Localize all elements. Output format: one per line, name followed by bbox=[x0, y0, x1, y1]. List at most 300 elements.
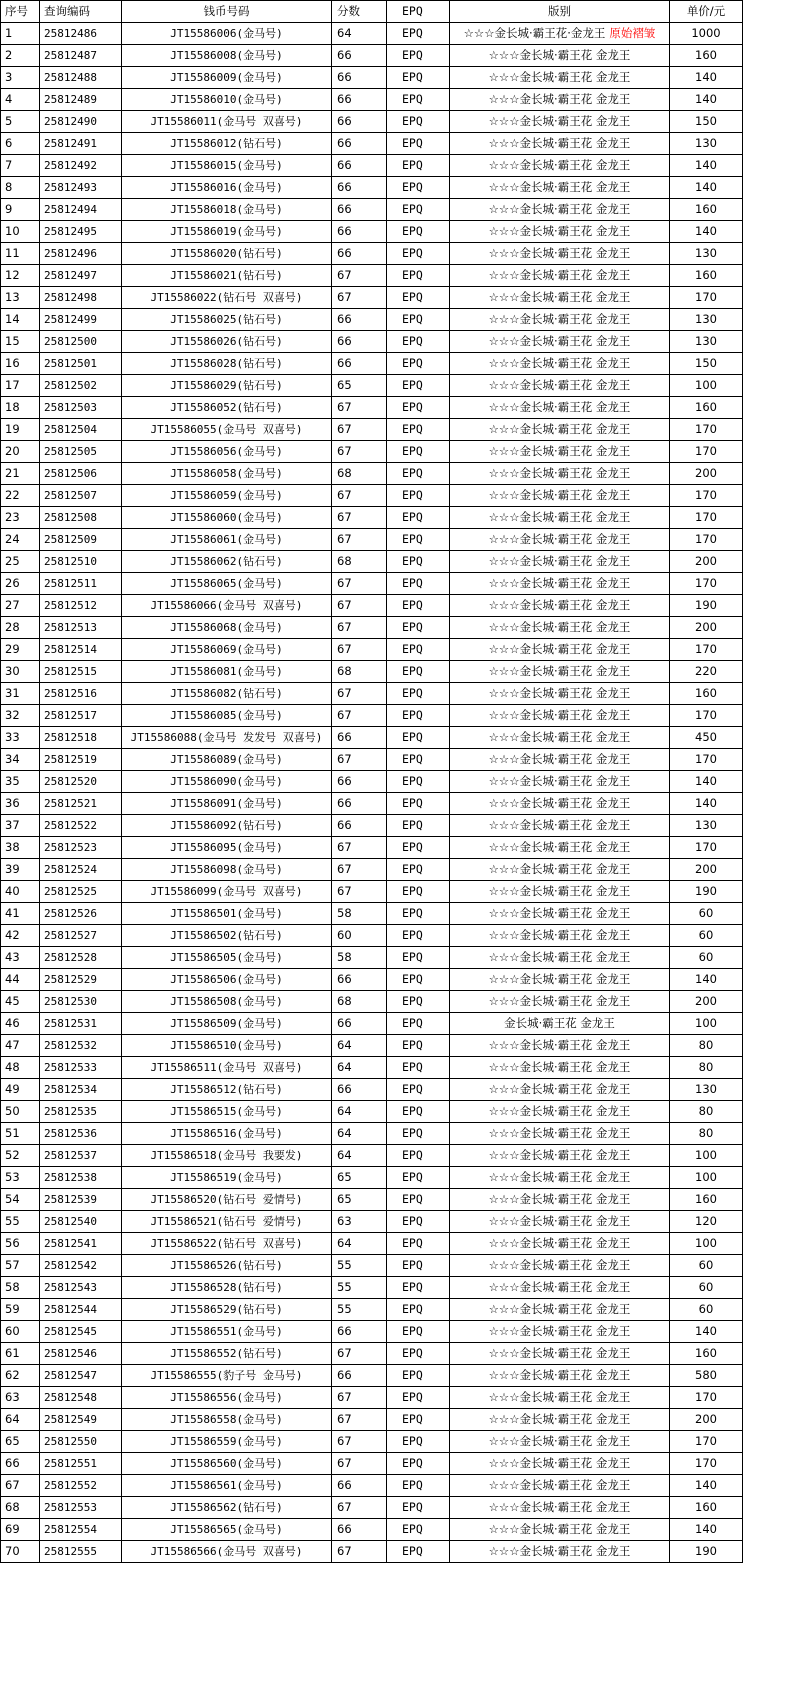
query-code-cell bbox=[40, 287, 122, 309]
serial-number: JT15586522(钻石号 双喜号) bbox=[150, 1237, 303, 1250]
row-index-cell bbox=[1, 1475, 40, 1497]
row-index: 54 bbox=[5, 1192, 20, 1206]
query-code: 25812518 bbox=[44, 731, 97, 744]
variety-cell bbox=[450, 1541, 670, 1563]
row-index: 38 bbox=[5, 840, 20, 854]
epq-grade-cell bbox=[387, 1321, 450, 1343]
variety: ☆☆☆金长城·霸王花 金龙王 bbox=[488, 664, 631, 678]
row-index-cell bbox=[1, 1321, 40, 1343]
query-code: 25812537 bbox=[44, 1149, 97, 1162]
score: 67 bbox=[337, 488, 352, 502]
table-row bbox=[1, 815, 743, 837]
serial-number: JT15586082(钻石号) bbox=[170, 687, 283, 700]
table-row bbox=[1, 265, 743, 287]
table-row bbox=[1, 1409, 743, 1431]
epq-grade: EPQ bbox=[402, 532, 423, 546]
query-code-cell bbox=[40, 1343, 122, 1365]
unit-price: 170 bbox=[695, 510, 717, 524]
row-index-cell bbox=[1, 661, 40, 683]
score: 66 bbox=[337, 202, 352, 216]
score-cell bbox=[332, 1013, 387, 1035]
variety: ☆☆☆金长城·霸王花 金龙王 bbox=[488, 1082, 631, 1096]
epq-grade-cell bbox=[387, 1365, 450, 1387]
epq-grade-cell bbox=[387, 705, 450, 727]
serial-number: JT15586506(金马号) bbox=[170, 973, 283, 986]
query-code-cell bbox=[40, 1123, 122, 1145]
unit-price: 160 bbox=[695, 1192, 717, 1206]
table-row bbox=[1, 1365, 743, 1387]
row-index: 4 bbox=[5, 92, 13, 106]
row-index: 8 bbox=[5, 180, 13, 194]
variety: ☆☆☆金长城·霸王花 金龙王 bbox=[488, 862, 631, 876]
variety: ☆☆☆金长城·霸王花 金龙王 bbox=[488, 158, 631, 172]
epq-grade: EPQ bbox=[402, 664, 423, 678]
variety-cell bbox=[450, 947, 670, 969]
variety-cell bbox=[450, 551, 670, 573]
score-cell bbox=[332, 1343, 387, 1365]
row-index-cell bbox=[1, 1431, 40, 1453]
serial-number-cell bbox=[122, 1299, 332, 1321]
row-index-cell bbox=[1, 881, 40, 903]
unit-price: 160 bbox=[695, 48, 717, 62]
query-code-cell bbox=[40, 375, 122, 397]
serial-number-cell bbox=[122, 133, 332, 155]
unit-price-cell bbox=[670, 705, 743, 727]
query-code-cell bbox=[40, 1145, 122, 1167]
score: 67 bbox=[337, 422, 352, 436]
unit-price-cell bbox=[670, 881, 743, 903]
query-code-cell bbox=[40, 441, 122, 463]
epq-grade-cell bbox=[387, 1409, 450, 1431]
variety: ☆☆☆金长城·霸王花 金龙王 bbox=[488, 1192, 631, 1206]
unit-price: 130 bbox=[695, 246, 717, 260]
variety: ☆☆☆金长城·霸王花 金龙王 bbox=[488, 444, 631, 458]
epq-grade-cell bbox=[387, 925, 450, 947]
row-index: 22 bbox=[5, 488, 20, 502]
score: 66 bbox=[337, 1522, 352, 1536]
query-code: 25812505 bbox=[44, 445, 97, 458]
query-code-cell bbox=[40, 155, 122, 177]
score-cell bbox=[332, 705, 387, 727]
table-row bbox=[1, 705, 743, 727]
variety-cell bbox=[450, 419, 670, 441]
query-code: 25812552 bbox=[44, 1479, 97, 1492]
query-code: 25812487 bbox=[44, 49, 97, 62]
row-index-cell bbox=[1, 375, 40, 397]
variety: ☆☆☆金长城·霸王花 金龙王 bbox=[488, 114, 631, 128]
score-cell bbox=[332, 507, 387, 529]
serial-number-cell bbox=[122, 1497, 332, 1519]
score-cell bbox=[332, 485, 387, 507]
epq-grade: EPQ bbox=[402, 774, 423, 788]
row-index-cell bbox=[1, 1299, 40, 1321]
table-row bbox=[1, 441, 743, 463]
query-code-cell bbox=[40, 1101, 122, 1123]
query-code: 25812507 bbox=[44, 489, 97, 502]
score-cell bbox=[332, 111, 387, 133]
unit-price: 60 bbox=[698, 1258, 714, 1272]
score-cell bbox=[332, 199, 387, 221]
serial-number-cell bbox=[122, 1453, 332, 1475]
epq-grade: EPQ bbox=[402, 1544, 423, 1558]
variety-cell bbox=[450, 771, 670, 793]
query-code: 25812519 bbox=[44, 753, 97, 766]
query-code-cell bbox=[40, 1475, 122, 1497]
query-code-cell bbox=[40, 177, 122, 199]
row-index: 20 bbox=[5, 444, 20, 458]
serial-number: JT15586516(金马号) bbox=[170, 1127, 283, 1140]
unit-price: 170 bbox=[695, 444, 717, 458]
row-index-cell bbox=[1, 639, 40, 661]
query-code-cell bbox=[40, 331, 122, 353]
epq-grade: EPQ bbox=[402, 1170, 423, 1184]
variety: ☆☆☆金长城·霸王花 金龙王 bbox=[488, 180, 631, 194]
serial-number-cell bbox=[122, 221, 332, 243]
epq-grade: EPQ bbox=[402, 972, 423, 986]
score-cell bbox=[332, 859, 387, 881]
row-index: 46 bbox=[5, 1016, 20, 1030]
table-row bbox=[1, 617, 743, 639]
unit-price: 160 bbox=[695, 202, 717, 216]
serial-number: JT15586558(金马号) bbox=[170, 1413, 283, 1426]
unit-price: 130 bbox=[695, 818, 717, 832]
score: 55 bbox=[337, 1302, 352, 1316]
score: 66 bbox=[337, 1016, 352, 1030]
row-index-cell bbox=[1, 969, 40, 991]
score: 66 bbox=[337, 972, 352, 986]
unit-price: 60 bbox=[698, 928, 714, 942]
variety: ☆☆☆金长城·霸王花 金龙王 bbox=[488, 972, 631, 986]
score: 68 bbox=[337, 664, 352, 678]
epq-grade: EPQ bbox=[402, 1390, 423, 1404]
epq-grade-cell bbox=[387, 881, 450, 903]
serial-number-cell bbox=[122, 595, 332, 617]
query-code-cell bbox=[40, 1211, 122, 1233]
row-index-cell bbox=[1, 727, 40, 749]
header-query-code: 查询编码 bbox=[40, 1, 122, 23]
variety-cell bbox=[450, 1519, 670, 1541]
score: 66 bbox=[337, 1478, 352, 1492]
serial-number: JT15586556(金马号) bbox=[170, 1391, 283, 1404]
epq-grade-cell bbox=[387, 903, 450, 925]
epq-grade-cell bbox=[387, 683, 450, 705]
serial-number: JT15586085(金马号) bbox=[170, 709, 283, 722]
epq-grade-cell bbox=[387, 991, 450, 1013]
epq-grade-cell bbox=[387, 969, 450, 991]
serial-number-cell bbox=[122, 375, 332, 397]
serial-number-cell bbox=[122, 1519, 332, 1541]
serial-number-cell bbox=[122, 639, 332, 661]
query-code: 25812521 bbox=[44, 797, 97, 810]
variety-cell bbox=[450, 111, 670, 133]
epq-grade: EPQ bbox=[402, 246, 423, 260]
score: 67 bbox=[337, 620, 352, 634]
epq-grade: EPQ bbox=[402, 114, 423, 128]
score-cell bbox=[332, 1035, 387, 1057]
row-index-cell bbox=[1, 1343, 40, 1365]
score: 67 bbox=[337, 1500, 352, 1514]
score-cell bbox=[332, 1519, 387, 1541]
unit-price-cell bbox=[670, 353, 743, 375]
epq-grade-cell bbox=[387, 507, 450, 529]
variety: ☆☆☆金长城·霸王花 金龙王 bbox=[488, 686, 631, 700]
serial-number: JT15586020(钻石号) bbox=[170, 247, 283, 260]
variety: ☆☆☆金长城·霸王花 金龙王 bbox=[488, 1060, 631, 1074]
score: 66 bbox=[337, 158, 352, 172]
table-row bbox=[1, 749, 743, 771]
unit-price: 140 bbox=[695, 1522, 717, 1536]
epq-grade: EPQ bbox=[402, 1104, 423, 1118]
variety-cell bbox=[450, 67, 670, 89]
epq-grade: EPQ bbox=[402, 950, 423, 964]
epq-grade-cell bbox=[387, 595, 450, 617]
score: 66 bbox=[337, 48, 352, 62]
unit-price: 200 bbox=[695, 554, 717, 568]
epq-grade: EPQ bbox=[402, 642, 423, 656]
query-code-cell bbox=[40, 1057, 122, 1079]
score-cell bbox=[332, 947, 387, 969]
row-index: 19 bbox=[5, 422, 20, 436]
serial-number-cell bbox=[122, 705, 332, 727]
serial-number: JT15586552(钻石号) bbox=[170, 1347, 283, 1360]
score-cell bbox=[332, 1101, 387, 1123]
row-index-cell bbox=[1, 309, 40, 331]
variety: ☆☆☆金长城·霸王花 金龙王 bbox=[488, 48, 631, 62]
serial-number: JT15586510(金马号) bbox=[170, 1039, 283, 1052]
score: 66 bbox=[337, 1324, 352, 1338]
header-index: 序号 bbox=[1, 1, 40, 23]
query-code-cell bbox=[40, 991, 122, 1013]
variety: ☆☆☆金长城·霸王花 金龙王 bbox=[488, 1302, 631, 1316]
score-cell bbox=[332, 749, 387, 771]
score-cell bbox=[332, 1123, 387, 1145]
query-code-cell bbox=[40, 485, 122, 507]
serial-number-cell bbox=[122, 67, 332, 89]
unit-price: 150 bbox=[695, 114, 717, 128]
table-row bbox=[1, 221, 743, 243]
epq-grade-cell bbox=[387, 89, 450, 111]
score: 66 bbox=[337, 246, 352, 260]
unit-price-cell bbox=[670, 485, 743, 507]
variety-cell bbox=[450, 265, 670, 287]
variety-cell bbox=[450, 1321, 670, 1343]
query-code-cell bbox=[40, 1299, 122, 1321]
variety-cell bbox=[450, 1079, 670, 1101]
query-code-cell bbox=[40, 1189, 122, 1211]
score-cell bbox=[332, 89, 387, 111]
query-code: 25812527 bbox=[44, 929, 97, 942]
epq-grade-cell bbox=[387, 375, 450, 397]
row-index-cell bbox=[1, 573, 40, 595]
table-row bbox=[1, 991, 743, 1013]
query-code: 25812508 bbox=[44, 511, 97, 524]
variety: ☆☆☆金长城·霸王花 金龙王 bbox=[488, 906, 631, 920]
row-index: 51 bbox=[5, 1126, 20, 1140]
unit-price: 140 bbox=[695, 92, 717, 106]
query-code: 25812512 bbox=[44, 599, 97, 612]
serial-number: JT15586089(金马号) bbox=[170, 753, 283, 766]
variety: ☆☆☆金长城·霸王花 金龙王 bbox=[488, 1368, 631, 1382]
score-cell bbox=[332, 815, 387, 837]
score-cell bbox=[332, 287, 387, 309]
row-index: 5 bbox=[5, 114, 13, 128]
row-index-cell bbox=[1, 1387, 40, 1409]
query-code: 25812530 bbox=[44, 995, 97, 1008]
serial-number-cell bbox=[122, 903, 332, 925]
query-code: 25812492 bbox=[44, 159, 97, 172]
variety: ☆☆☆金长城·霸王花 金龙王 bbox=[488, 730, 631, 744]
row-index-cell bbox=[1, 1145, 40, 1167]
score: 67 bbox=[337, 1434, 352, 1448]
row-index: 44 bbox=[5, 972, 20, 986]
query-code: 25812553 bbox=[44, 1501, 97, 1514]
unit-price-cell bbox=[670, 1189, 743, 1211]
query-code: 25812515 bbox=[44, 665, 97, 678]
table-row bbox=[1, 727, 743, 749]
score-cell bbox=[332, 375, 387, 397]
row-index: 42 bbox=[5, 928, 20, 942]
header-score: 分数 bbox=[332, 1, 387, 23]
serial-number: JT15586022(钻石号 双喜号) bbox=[150, 291, 303, 304]
score: 66 bbox=[337, 312, 352, 326]
query-code: 25812551 bbox=[44, 1457, 97, 1470]
epq-grade-cell bbox=[387, 1233, 450, 1255]
serial-number-cell bbox=[122, 23, 332, 45]
table-row bbox=[1, 375, 743, 397]
variety-cell bbox=[450, 1255, 670, 1277]
unit-price-cell bbox=[670, 903, 743, 925]
query-code: 25812555 bbox=[44, 1545, 97, 1558]
query-code-cell bbox=[40, 111, 122, 133]
query-code-cell bbox=[40, 1321, 122, 1343]
row-index-cell bbox=[1, 1519, 40, 1541]
row-index-cell bbox=[1, 859, 40, 881]
serial-number: JT15586018(金马号) bbox=[170, 203, 283, 216]
row-index: 13 bbox=[5, 290, 20, 304]
serial-number: JT15586021(钻石号) bbox=[170, 269, 283, 282]
unit-price: 160 bbox=[695, 1500, 717, 1514]
table-row bbox=[1, 1541, 743, 1563]
score-cell bbox=[332, 881, 387, 903]
variety-cell bbox=[450, 1145, 670, 1167]
query-code: 25812547 bbox=[44, 1369, 97, 1382]
unit-price: 580 bbox=[695, 1368, 717, 1382]
serial-number: JT15586062(钻石号) bbox=[170, 555, 283, 568]
unit-price: 60 bbox=[698, 1280, 714, 1294]
score: 63 bbox=[337, 1214, 352, 1228]
query-code: 25812542 bbox=[44, 1259, 97, 1272]
variety-cell bbox=[450, 1013, 670, 1035]
serial-number-cell bbox=[122, 1101, 332, 1123]
query-code-cell bbox=[40, 1233, 122, 1255]
table-row bbox=[1, 419, 743, 441]
unit-price: 120 bbox=[695, 1214, 717, 1228]
row-index: 53 bbox=[5, 1170, 20, 1184]
table-row bbox=[1, 969, 743, 991]
serial-number: JT15586066(金马号 双喜号) bbox=[150, 599, 303, 612]
epq-grade-cell bbox=[387, 1453, 450, 1475]
unit-price: 130 bbox=[695, 312, 717, 326]
score: 66 bbox=[337, 334, 352, 348]
query-code-cell bbox=[40, 309, 122, 331]
variety-cell bbox=[450, 441, 670, 463]
row-index: 52 bbox=[5, 1148, 20, 1162]
query-code: 25812528 bbox=[44, 951, 97, 964]
unit-price-cell bbox=[670, 1167, 743, 1189]
query-code-cell bbox=[40, 243, 122, 265]
row-index-cell bbox=[1, 397, 40, 419]
unit-price: 190 bbox=[695, 1544, 717, 1558]
table-row bbox=[1, 353, 743, 375]
serial-number-cell bbox=[122, 507, 332, 529]
epq-grade: EPQ bbox=[402, 466, 423, 480]
table-row bbox=[1, 23, 743, 45]
variety: ☆☆☆金长城·霸王花 金龙王 bbox=[488, 1280, 631, 1294]
table-row bbox=[1, 771, 743, 793]
epq-grade-cell bbox=[387, 199, 450, 221]
variety: ☆☆☆金长城·霸王花 金龙王 bbox=[488, 1346, 631, 1360]
variety: ☆☆☆金长城·霸王花 金龙王 bbox=[488, 796, 631, 810]
row-index-cell bbox=[1, 1101, 40, 1123]
variety-cell bbox=[450, 1475, 670, 1497]
query-code: 25812488 bbox=[44, 71, 97, 84]
serial-number: JT15586526(钻石号) bbox=[170, 1259, 283, 1272]
epq-grade-cell bbox=[387, 661, 450, 683]
query-code-cell bbox=[40, 1409, 122, 1431]
epq-grade-cell bbox=[387, 265, 450, 287]
epq-grade-cell bbox=[387, 771, 450, 793]
variety: ☆☆☆金长城·霸王花 金龙王 bbox=[488, 1522, 631, 1536]
table-row bbox=[1, 133, 743, 155]
query-code: 25812532 bbox=[44, 1039, 97, 1052]
epq-grade-cell bbox=[387, 309, 450, 331]
variety: ☆☆☆金长城·霸王花 金龙王 bbox=[488, 840, 631, 854]
unit-price: 200 bbox=[695, 466, 717, 480]
serial-number: JT15586069(金马号) bbox=[170, 643, 283, 656]
row-index: 58 bbox=[5, 1280, 20, 1294]
unit-price: 130 bbox=[695, 334, 717, 348]
row-index-cell bbox=[1, 1409, 40, 1431]
score: 67 bbox=[337, 400, 352, 414]
serial-number-cell bbox=[122, 815, 332, 837]
serial-number-cell bbox=[122, 485, 332, 507]
variety-cell bbox=[450, 199, 670, 221]
query-code-cell bbox=[40, 1013, 122, 1035]
variety-cell bbox=[450, 1189, 670, 1211]
unit-price-cell bbox=[670, 1299, 743, 1321]
epq-grade: EPQ bbox=[402, 708, 423, 722]
row-index: 49 bbox=[5, 1082, 20, 1096]
row-index: 6 bbox=[5, 136, 13, 150]
serial-number: JT15586565(金马号) bbox=[170, 1523, 283, 1536]
table-row bbox=[1, 1497, 743, 1519]
serial-number-cell bbox=[122, 177, 332, 199]
table-row bbox=[1, 1299, 743, 1321]
serial-number: JT15586088(金马号 发发号 双喜号) bbox=[130, 731, 323, 744]
unit-price: 140 bbox=[695, 1478, 717, 1492]
score: 67 bbox=[337, 444, 352, 458]
unit-price-cell bbox=[670, 1343, 743, 1365]
epq-grade: EPQ bbox=[402, 224, 423, 238]
epq-grade: EPQ bbox=[402, 70, 423, 84]
table-row bbox=[1, 1475, 743, 1497]
variety-cell bbox=[450, 837, 670, 859]
unit-price-cell bbox=[670, 1453, 743, 1475]
row-index-cell bbox=[1, 177, 40, 199]
unit-price-cell bbox=[670, 1409, 743, 1431]
serial-number-cell bbox=[122, 1255, 332, 1277]
score-cell bbox=[332, 1079, 387, 1101]
